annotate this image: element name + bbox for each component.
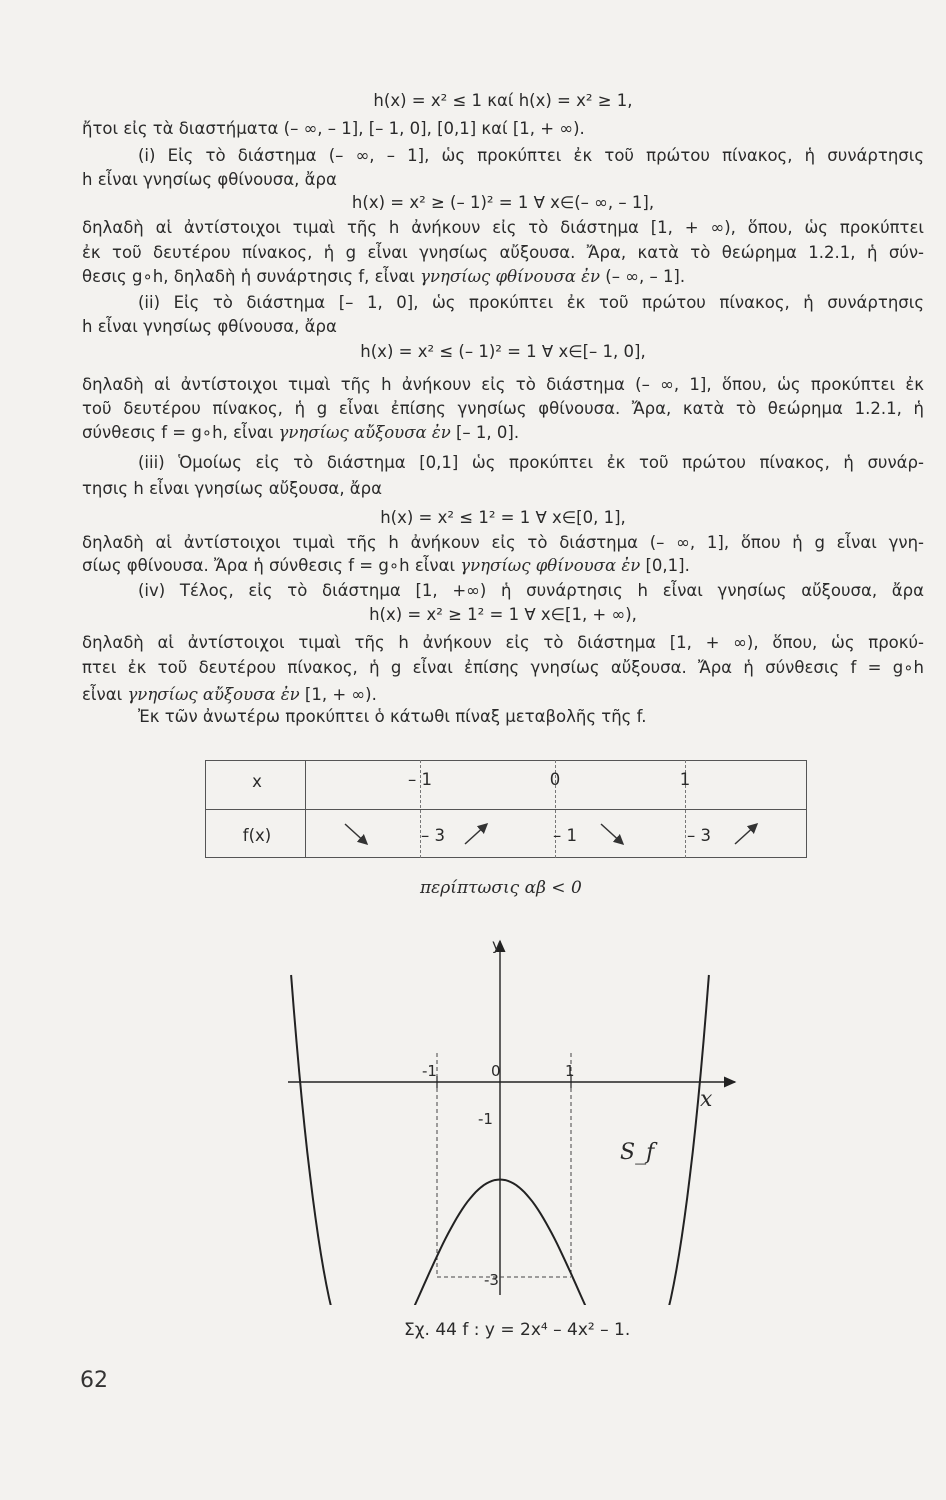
text-line: (iv) Τέλος, εἰς τὸ διάστημα [1, +∞) ἡ συνάρτησις h εἶναι γνησίως αὔξουσα, ἄρα: [138, 581, 924, 600]
text-line: δηλαδὴ αἱ ἀντίστοιχοι τιμαὶ τῆς h ἀνήκουν εἰς τὸ διάστημα (– ∞, 1], ὅπου ἡ g εἶναι γνη-: [82, 533, 924, 552]
text-segment: [0,1].: [640, 556, 690, 575]
text-line: [82, 422, 924, 444]
text-line: h(x) = x² ≥ 1² = 1 ∀ x∈[1, + ∞),: [369, 605, 637, 624]
increasing-arrow-icon: [465, 824, 487, 844]
table-f-header: f(x): [242, 826, 272, 845]
text-segment: (– ∞, – 1].: [600, 267, 686, 286]
table-x-value: 1: [679, 770, 691, 789]
function-graph: [280, 935, 750, 1309]
figure-caption: Σχ. 44 f : y = 2x⁴ – 4x² – 1.: [404, 1320, 631, 1340]
text-line: (ii) Εἰς τὸ διάστημα [– 1, 0], ὡς προκύπτει ἐκ τοῦ πρώτου πίνακος, ἡ συνάρτησις: [138, 293, 924, 312]
text-segment: εἶναι: [82, 685, 128, 704]
text-line: (iii) Ὁμοίως εἰς τὸ διάστημα [0,1] ὡς προκύπτει ἐκ τοῦ πρώτου πίνακος, ἡ συνάρ-: [138, 453, 924, 472]
text-line: ἐκ τοῦ δευτέρου πίνακος, ἡ g εἶναι γνησίως αὔξουσα. Ἄρα, κατὰ τὸ θεώρημα 1.2.1, ἡ σύν-: [82, 243, 924, 262]
text-segment: [1, + ∞).: [299, 685, 377, 704]
text-line: h(x) = x² ≤ 1 καί h(x) = x² ≥ 1,: [373, 91, 633, 110]
text-line: τοῦ δευτέρου πίνακος, ἡ g εἶναι ἐπίσης γνησίως φθίνουσα. Ἄρα, κατὰ τὸ θεώρημα 1.2.1, ἡ: [82, 399, 924, 418]
text-line: h εἶναι γνησίως φθίνουσα, ἄρα: [82, 170, 337, 189]
increasing-arrow-icon: [735, 824, 757, 844]
text-line: h(x) = x² ≤ (– 1)² = 1 ∀ x∈[– 1, 0],: [360, 342, 646, 361]
tick-label-y-minus-three: -3: [484, 1271, 499, 1289]
text-line: [82, 555, 924, 577]
text-line: [82, 684, 924, 706]
text-line: τησις h εἶναι γνησίως αὔξουσα, ἄρα: [82, 479, 383, 498]
decreasing-arrow-icon: [601, 824, 623, 844]
text-segment: σίως φθίνουσα. Ἄρα ἡ σύνθεσις f = g∘h εἶναι: [82, 556, 461, 575]
text-line: h(x) = x² ≤ 1² = 1 ∀ x∈[0, 1],: [380, 508, 626, 527]
x-axis-label: x: [700, 1087, 713, 1112]
page-number: 62: [80, 1368, 108, 1393]
text-segment: [– 1, 0].: [450, 423, 520, 442]
text-line: h εἶναι γνησίως φθίνουσα, ἄρα: [82, 317, 337, 336]
tick-label-y-minus-one: -1: [478, 1110, 493, 1128]
variation-table: [205, 760, 807, 858]
graph-svg: [280, 935, 750, 1305]
text-line: δηλαδὴ αἱ ἀντίστοιχοι τιμαὶ τῆς h ἀνήκουν εἰς τὸ διάστημα [1, + ∞), ὅπου, ὡς προκύ-: [82, 633, 924, 652]
text-line: Ἐκ τῶν ἀνωτέρω προκύπτει ὁ κάτωθι πίναξ μεταβολῆς τῆς f.: [138, 707, 647, 726]
emphasis-text: γνησίως αὔξουσα ἐν: [278, 423, 451, 442]
emphasis-text: γνησίως φθίνουσα ἐν: [460, 556, 641, 575]
table-x-value: – 1: [408, 770, 432, 789]
decreasing-arrow-icon: [345, 824, 367, 844]
text-line: h(x) = x² ≥ (– 1)² = 1 ∀ x∈(– ∞, – 1],: [351, 193, 655, 212]
tick-label-minus-one: -1: [422, 1062, 437, 1080]
emphasis-text: γνησίως αὔξουσα ἐν: [127, 685, 300, 704]
text-line: [82, 266, 924, 288]
text-segment: σύνθεσις f = g∘h, εἶναι: [82, 423, 279, 442]
table-f-value: – 3: [421, 826, 445, 845]
curve-label: S_f: [620, 1140, 655, 1165]
table-arrows: [205, 760, 807, 858]
tick-label-one: 1: [565, 1062, 575, 1080]
table-f-value: – 3: [687, 826, 711, 845]
case-caption: περίπτωσις αβ < 0: [420, 878, 582, 898]
text-line: ἤτοι εἰς τὰ διαστήματα (– ∞, – 1], [– 1, 0], [0,1] καί [1, + ∞).: [82, 119, 585, 138]
text-line: δηλαδὴ αἱ ἀντίστοιχοι τιμαὶ τῆς h ἀνήκουν εἰς τὸ διάστημα [1, + ∞), ὅπου, ὡς προκύπτει: [82, 218, 924, 237]
text-line: πτει ἐκ τοῦ δευτέρου πίνακος, ἡ g εἶναι ἐπίσης γνησίως αὔξουσα. Ἄρα ἡ σύνθεσις f = g∘h: [82, 658, 924, 677]
emphasis-text: γνησίως φθίνουσα ἐν: [420, 267, 601, 286]
tick-label-zero: 0: [491, 1062, 501, 1080]
text-segment: θεσις g∘h, δηλαδὴ ἡ συνάρτησις f, εἶναι: [82, 267, 421, 286]
text-line: (i) Εἰς τὸ διάστημα (– ∞, – 1], ὡς προκύπτει ἐκ τοῦ πρώτου πίνακος, ἡ συνάρτησις: [138, 146, 924, 165]
table-x-header: x: [252, 772, 262, 791]
y-axis-label: y: [492, 936, 501, 954]
text-line: δηλαδὴ αἱ ἀντίστοιχοι τιμαὶ τῆς h ἀνήκουν εἰς τὸ διάστημα (– ∞, 1], ὅπου, ὡς προκύπτει ἐκ: [82, 375, 924, 394]
table-x-value: 0: [549, 770, 561, 789]
table-f-value: – 1: [553, 826, 577, 845]
